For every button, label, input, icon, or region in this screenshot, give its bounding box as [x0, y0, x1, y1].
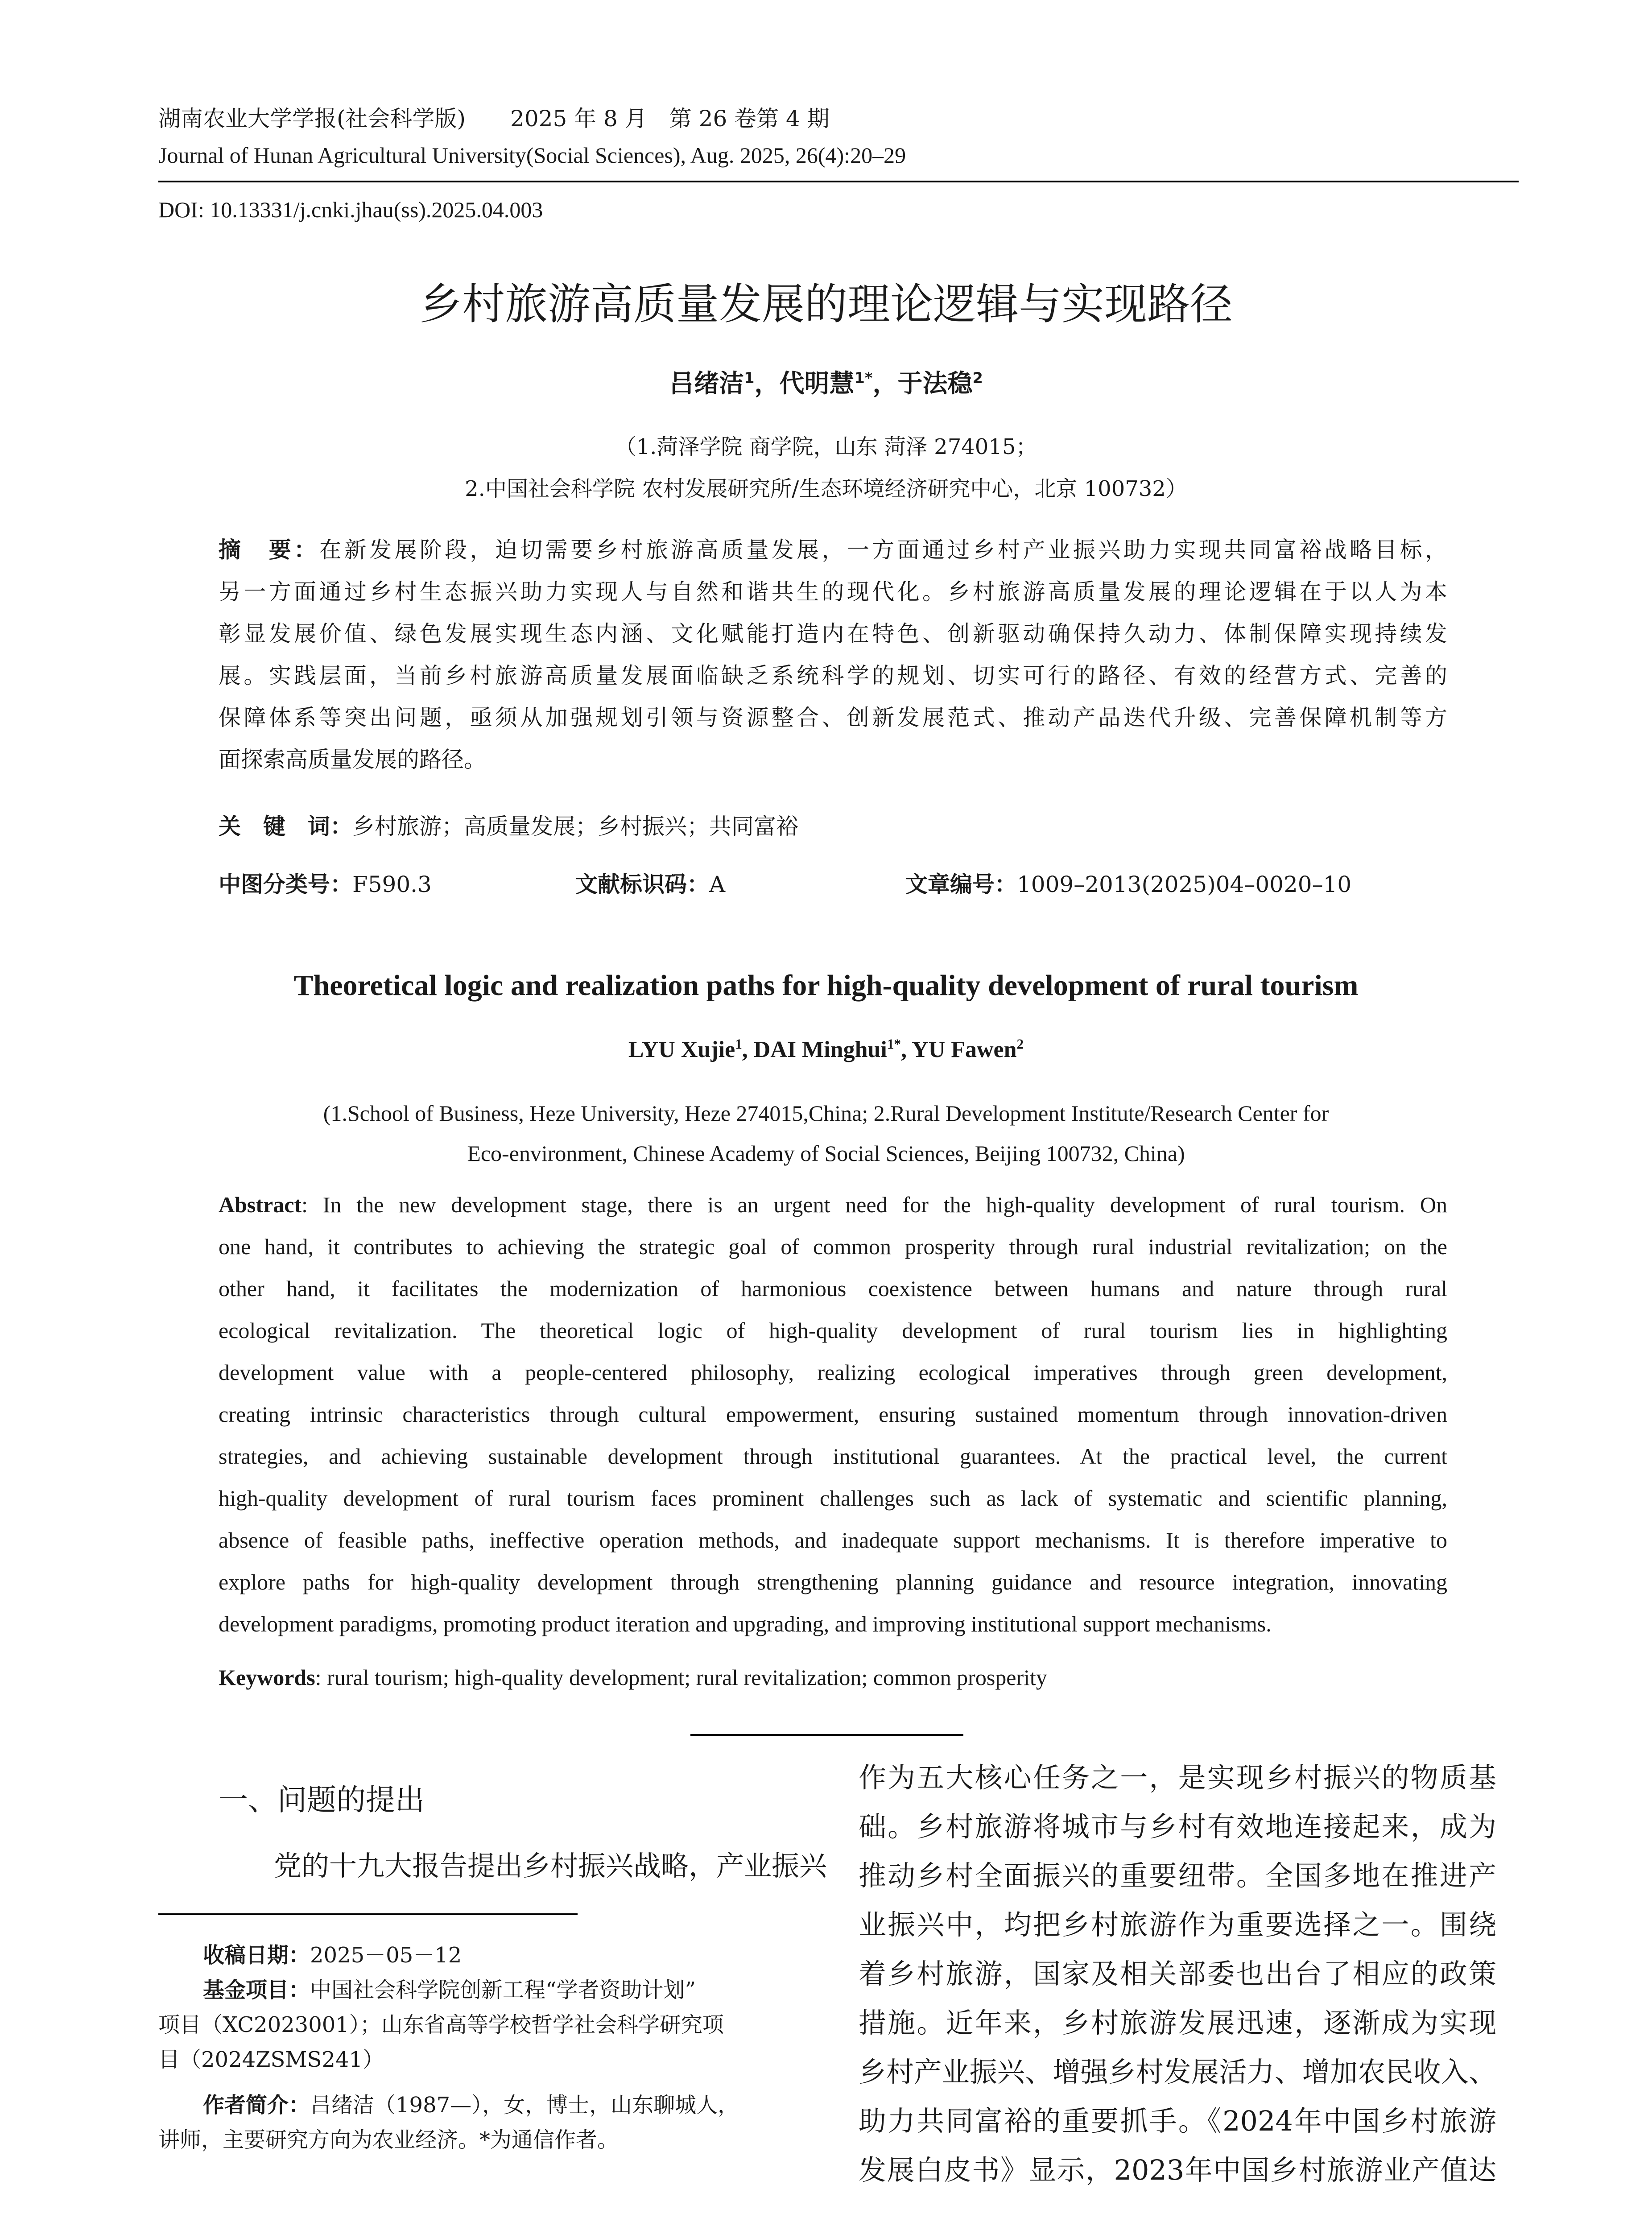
abstract-en-label: Abstract [219, 1192, 302, 1217]
body-paragraph-line: 着乡村旅游，国家及相关部委也出台了相应的政策 [859, 1957, 1496, 1990]
title-en: Theoretical logic and realization paths for high-quality development of rural tourism [293, 969, 1359, 1002]
affiliation-marker: 1* [887, 1036, 901, 1052]
article-number-label: 文章编号： [905, 871, 1017, 897]
affiliation-en-line: Eco-environment, Chinese Academy of Social Sciences, Beijing 100732, China) [467, 1141, 1185, 1166]
affiliation-marker: 2 [972, 369, 983, 387]
footnote-rule [158, 1913, 578, 1915]
keywords-en [219, 1664, 1047, 1691]
page-title: 乡村旅游高质量发展的理论逻辑与实现路径 [419, 279, 1233, 329]
abstract-en-line: one hand, it contributes to achieving the strategic goal of common prosperity through rural industrial revitalization; on the [219, 1234, 1447, 1259]
abstract-cn-line [219, 536, 1447, 564]
abstract-en-text: : In the new development stage, there is an urgent need for the high-quality development of rural tourism. On [301, 1192, 1447, 1217]
abstract-en-line: strategies, and achieving sustainable development through institutional guarantees. At the practical level, the current [219, 1444, 1447, 1469]
abstract-cn-line: 面探索高质量发展的路径。 [219, 747, 486, 772]
abstract-en-line: ecological revitalization. The theoretical logic of high-quality development of rural tourism lies in highlighting [219, 1318, 1447, 1343]
body-paragraph-line: 业振兴中，均把乡村旅游作为重要选择之一。围绕 [859, 1908, 1496, 1941]
keywords-en-label: Keywords [219, 1665, 315, 1690]
section-divider [690, 1734, 963, 1736]
footnote-fund [203, 1977, 696, 2003]
abstract-en-line: creating intrinsic characteristics through cultural empowerment, ensuring sustained momentum through innovation-driven [219, 1402, 1447, 1427]
keywords-en-text: : rural tourism; high-quality development; rural revitalization; common prosperity [315, 1665, 1047, 1690]
author-separator: ， [754, 369, 780, 398]
author-separator: ， [872, 369, 898, 398]
footnote-fund-line: 项目（XC2023001）；山东省高等学校哲学社会科学研究项 [158, 2012, 724, 2037]
abstract-en-line [219, 1191, 1447, 1218]
clc-value: F590.3 [352, 871, 432, 897]
body-paragraph-line: 础。乡村旅游将城市与乡村有效地连接起来，成为 [859, 1810, 1496, 1843]
footnote-fund-line: 目（2024ZSMS241） [158, 2047, 384, 2072]
footnote-received [203, 1942, 462, 1969]
fund-text: 中国社会科学院创新工程“学者资助计划” [310, 1978, 696, 2003]
affiliation-marker: 1 [744, 369, 755, 387]
abstract-cn-line: 彰显发展价值、绿色发展实现生态内涵、文化赋能打造内在特色、创新驱动确保持久动力、体制保障实现持续发 [219, 621, 1447, 647]
document-code-value: A [709, 871, 726, 897]
body-paragraph-line: 发展白皮书》显示，2023年中国乡村旅游业产值达 [859, 2154, 1496, 2186]
journal-title-cn: 湖南农业大学学报(社会科学版) 2025 年 8 月 第 26 卷第 4 期 [158, 106, 830, 132]
received-date: 2025－05－12 [310, 1943, 462, 1968]
article-number [905, 871, 1351, 898]
section-heading: 一、问题的提出 [219, 1783, 425, 1817]
affiliation-marker: 1* [854, 369, 873, 387]
abstract-en-line: development paradigms, promoting product iteration and upgrading, and improving institutional support mechanisms. [219, 1611, 1272, 1636]
keywords-cn [219, 813, 798, 840]
fund-label: 基金项目： [203, 1978, 310, 2003]
author-separator: , [742, 1037, 754, 1062]
abstract-en-line: high-quality development of rural tourism faces prominent challenges such as lack of systematic and scientific planning, [219, 1486, 1447, 1511]
author-name: 于法稳 [897, 369, 973, 398]
abstract-cn-line: 展。实践层面，当前乡村旅游高质量发展面临缺乏系统科学的规划、切实可行的路径、有效的经营方式、完善的 [219, 663, 1447, 689]
author-bio-label: 作者简介： [203, 2093, 310, 2118]
abstract-en-line: development value with a people-centered philosophy, realizing ecological imperatives through green development, [219, 1360, 1447, 1385]
body-paragraph-line: 措施。近年来，乡村旅游发展迅速，逐渐成为实现 [859, 2007, 1496, 2039]
author-name: 吕绪洁 [669, 369, 744, 398]
affiliation-marker: 2 [1016, 1036, 1024, 1052]
author-name: YU Fawen [912, 1037, 1017, 1062]
abstract-en-line: absence of feasible paths, ineffective operation methods, and inadequate support mechanisms. It is therefore imperative to [219, 1528, 1447, 1553]
article-number-value: 1009–2013(2025)04–0020–10 [1017, 871, 1352, 897]
affiliation-marker: 1 [735, 1036, 742, 1052]
affiliation-cn-line: 2.中国社会科学院 农村发展研究所/生态环境经济研究中心，北京 100732） [465, 476, 1187, 501]
authors-cn [0, 368, 1652, 400]
footnote-author [203, 2092, 739, 2118]
header-rule [158, 181, 1519, 182]
affiliation-cn-line: （1.菏泽学院 商学院，山东 菏泽 274015； [615, 434, 1037, 459]
doi: DOI: 10.13331/j.cnki.jhau(ss).2025.04.003 [158, 197, 543, 222]
author-bio-text: 吕绪洁（1987—），女，博士，山东聊城人， [310, 2093, 739, 2118]
keywords-cn-label: 关 键 词： [219, 814, 352, 839]
clc-number [219, 871, 432, 898]
abstract-cn-line: 另一方面通过乡村生态振兴助力实现人与自然和谐共生的现代化。乡村旅游高质量发展的理论逻辑在于以人为本 [219, 579, 1447, 605]
body-paragraph-line: 推动乡村全面振兴的重要纽带。全国多地在推进产 [859, 1859, 1496, 1892]
document-code [575, 871, 725, 898]
author-name: DAI Minghui [753, 1037, 887, 1062]
abstract-cn-text: 在新发展阶段，迫切需要乡村旅游高质量发展，一方面通过乡村产业振兴助力实现共同富裕战略目标， [319, 537, 1447, 563]
journal-title-en: Journal of Hunan Agricultural University(Social Sciences), Aug. 2025, 26(4):20–29 [158, 143, 906, 168]
authors-en [0, 1036, 1652, 1064]
keywords-cn-text: 乡村旅游；高质量发展；乡村振兴；共同富裕 [352, 814, 798, 839]
footnote-author-line: 讲师，主要研究方向为农业经济。*为通信作者。 [158, 2127, 619, 2152]
abstract-cn-line: 保障体系等突出问题，亟须从加强规划引领与资源整合、创新发展范式、推动产品迭代升级、完善保障机制等方 [219, 705, 1447, 731]
clc-label: 中图分类号： [219, 871, 352, 897]
body-paragraph-line: 党的十九大报告提出乡村振兴战略，产业振兴 [274, 1850, 827, 1882]
body-paragraph-line: 助力共同富裕的重要抓手。《2024年中国乡村旅游 [859, 2105, 1496, 2137]
abstract-en-line: other hand, it facilitates the modernization of harmonious coexistence between humans and nature through rural [219, 1276, 1447, 1301]
abstract-cn-label: 摘 要： [219, 537, 319, 563]
body-paragraph-line: 作为五大核心任务之一，是实现乡村振兴的物质基 [859, 1761, 1496, 1794]
author-separator: , [901, 1037, 912, 1062]
affiliation-en-line: (1.School of Business, Heze University, Heze 274015,China; 2.Rural Development Institute/Research Center for [323, 1101, 1329, 1126]
received-label: 收稿日期： [203, 1943, 310, 1968]
body-paragraph-line: 乡村产业振兴、增强乡村发展活力、增加农民收入、 [859, 2056, 1496, 2088]
author-name: LYU Xujie [628, 1037, 735, 1062]
author-name: 代明慧 [779, 369, 855, 398]
abstract-en-line: explore paths for high-quality development through strengthening planning guidance and resource integration, innovating [219, 1569, 1447, 1594]
document-code-label: 文献标识码： [575, 871, 709, 897]
